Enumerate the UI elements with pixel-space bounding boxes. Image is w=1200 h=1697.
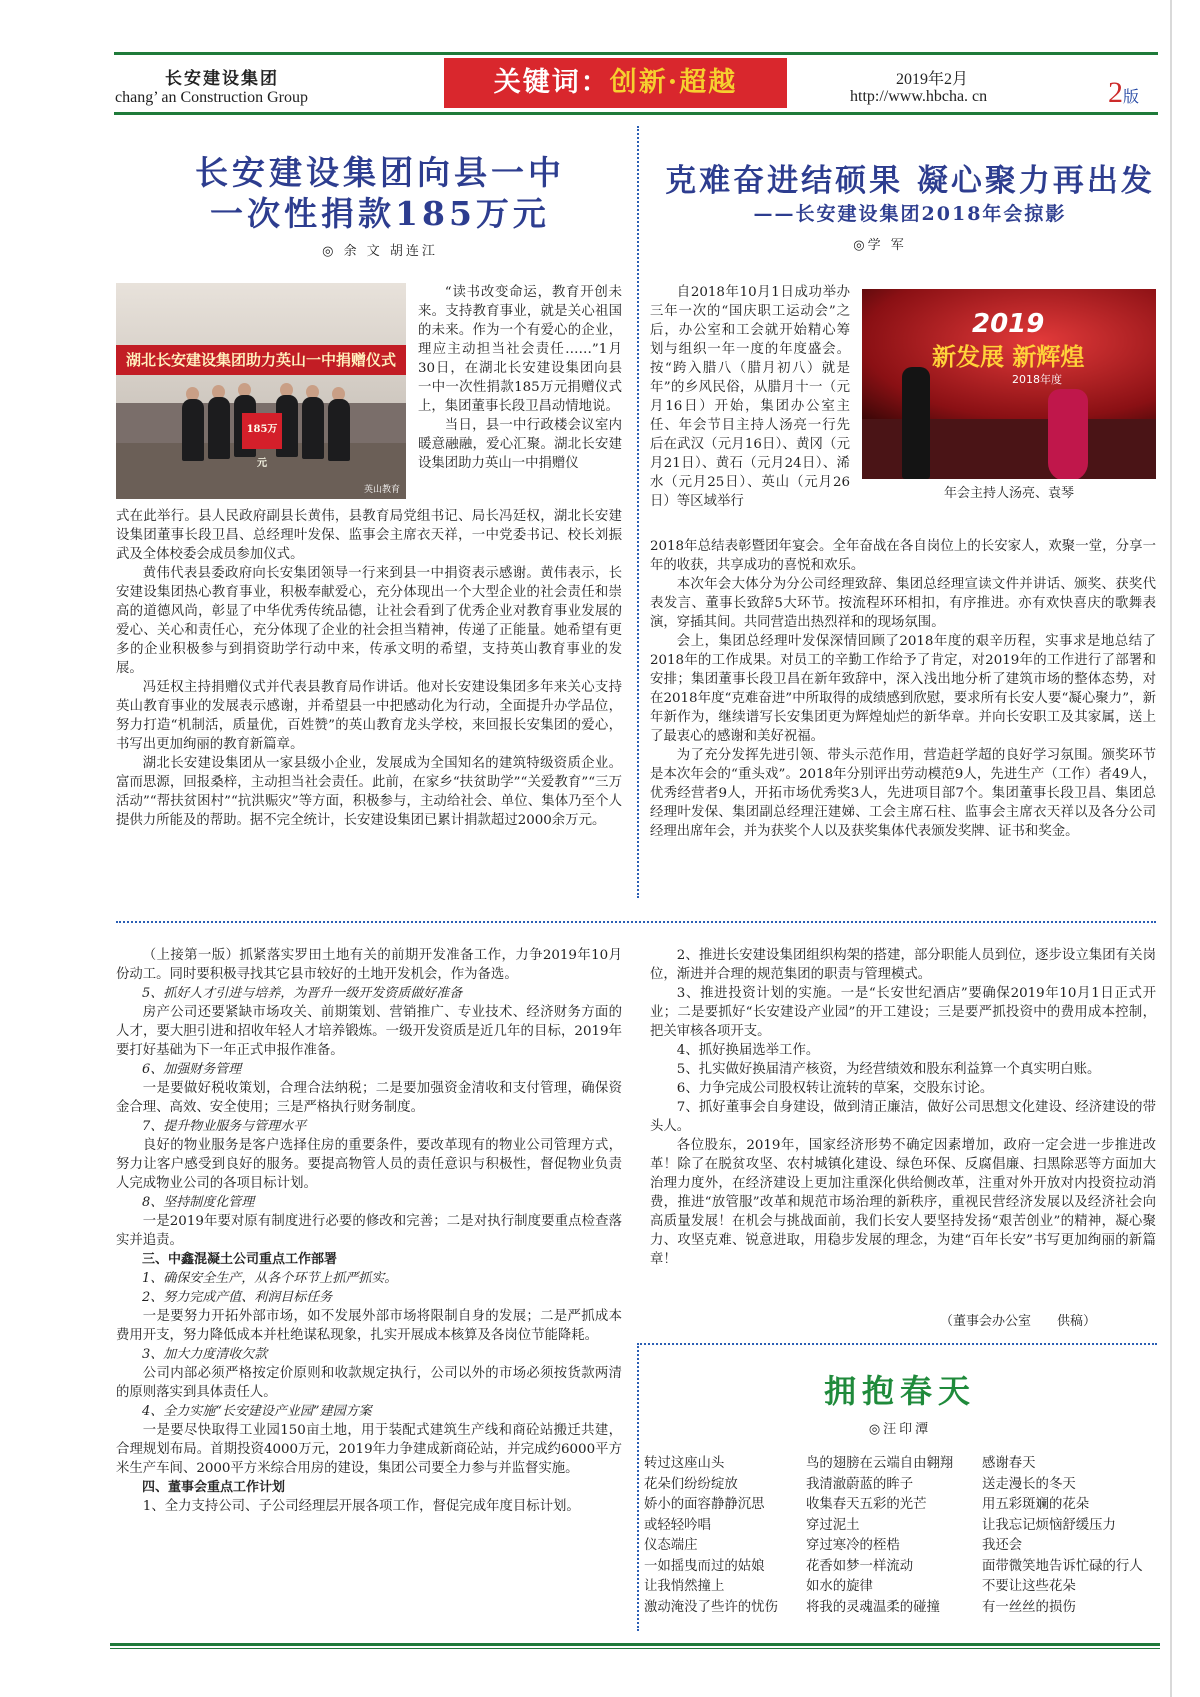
section-heading: 6、加强财务管理: [142, 1062, 242, 1077]
article1-body: [116, 507, 622, 830]
website-link[interactable]: http://www.hbcha. cn: [850, 88, 988, 105]
poem-line: 将我的灵魂温柔的碰撞: [806, 1599, 940, 1615]
poem-line: 或轻轻吟唱: [644, 1517, 711, 1533]
poem-line: 感谢春天: [982, 1456, 1036, 1471]
poem-line: 鸟的翅膀在云端自由翱翔: [806, 1456, 954, 1471]
donation-ceremony-photo: [116, 283, 406, 499]
section-heading: 2、努力完成产值、利润目标任务: [142, 1290, 333, 1305]
poem-line: 我清澈蔚蓝的眸子: [806, 1476, 914, 1492]
poem-line: 送走漫长的冬天: [982, 1476, 1076, 1492]
org-name-cn: 长安建设集团: [165, 69, 279, 89]
header-top-rule: [114, 52, 1158, 55]
screen-subtitle: 2018年度: [1012, 373, 1062, 386]
section-heading: 7、提升物业服务与管理水平: [142, 1119, 307, 1134]
article1-para4: 冯廷权主持捐赠仪式并代表县教育局作讲话。他对长安建设集团多年来关心支持英山教育事业的发展表示感谢，并希望县一中把感动化为行动，全面提升办学品位，努力打造“机制活，质量优，百姓赞”的英山教育龙头学校，来回报长安集团的爱心，书写出更加绚丽的教育新篇章。: [116, 680, 622, 752]
article2-para3: 会上，集团总经理叶发保深情回顾了2018年度的艰辛历程，实事求是地总结了2018年的工作成果。对员工的辛勤工作给予了肯定，对2019年的工作进行了部署和安排；集团董事长段卫昌在新年致辞中，深入浅出地分析了建筑市场的整体态势，对在2018年度“克难奋进”中所取得的成绩感到欣慰，要求所有长安人要“凝心聚力”，新年新作为，继续谱写长安集团更为辉煌灿烂的新华章。并向长安职工及其家属，送上了最衷心的感谢和美好祝福。: [650, 634, 1156, 744]
paragraph: 2、推进长安建设集团组织构架的搭建，部分职能人员到位，逐步设立集团有关岗位，渐进并合理的规范集团的职责与管理模式。: [650, 948, 1156, 982]
photo-watermark: 英山教育: [363, 485, 400, 495]
article2-para4: 为了充分发挥先进引领、带头示范作用，营造赶学超的良好学习氛围。颁奖环节是本次年会的“重头戏”。2018年分别评出劳动模范9人，先进生产（工作）者49人，优秀经营者9人，开拓市场优秀奖3人，先进项目部7个。集团董事长段卫昌、集团总经理叶发保、集团副总经理汪建娣、工会主席石柱、监事会主席衣天祥以及各分公司经理出席年会，并为获奖个人以及获奖集体代表颁发奖牌、证书和奖金。: [650, 748, 1156, 839]
page-unit: 版: [1123, 89, 1140, 106]
screen-slogan: 新发展 新辉煌: [932, 343, 1085, 371]
poem-line: 一如摇曳而过的姑娘: [644, 1558, 765, 1574]
page-number-value: 2: [1108, 76, 1123, 109]
paragraph: 一是要做好税收策划，合理合法纳税；二是要加强资金清收和支付管理，确保资金合理、高效、安全使用；三是严格执行财务制度。: [116, 1081, 622, 1115]
paragraph: 4、抓好换届选举工作。: [676, 1043, 820, 1058]
keyword-banner: [444, 58, 787, 108]
poem-line: 有一丝丝的损伤: [982, 1599, 1076, 1615]
article1-para3: 黄伟代表县委政府向长安集团领导一行来到县一中捐资表示感谢。黄伟表示，长安建设集团热心教育事业，积极奉献爱心，充分体现出一个大型企业的社会责任和崇高的道德风尚，彰显了中华优秀传统品德，让社会看到了优秀企业对教育事业发展的爱心、关心和责任心，充分体现了企业的社会担当精神，传递了正能量。她希望有更多的企业积极参与到捐资助学行动中来，传承文明的希望，支持英山教育事业的发展。: [116, 566, 622, 676]
poem-line: 穿过泥土: [806, 1517, 860, 1533]
org-name-en: chang’ an Construction Group: [115, 89, 308, 106]
host-female-figure: [1048, 389, 1088, 481]
poem-column-1: [644, 1454, 778, 1618]
paragraph: 3、推进投资计划的实施。一是“长安世纪酒店”要确保2019年10月1日正式开业；二是要抓好“长安建设产业园”的开工建设；三是要严抓投资中的费用成本控制，把关审核各项开支。: [650, 986, 1156, 1039]
footer-rule-thin: [110, 1648, 1160, 1649]
poem-line: 不要让这些花朵: [982, 1579, 1076, 1594]
article1-byline: ◎ 余 文 胡连江: [322, 244, 438, 259]
poem-line: 仪态端庄: [644, 1538, 698, 1553]
poem-line: 花香如梦一样流动: [806, 1558, 914, 1574]
poem-line: 收集春天五彩的光芒: [806, 1497, 927, 1512]
screen-year: 2019: [972, 309, 1045, 339]
section-divider: [116, 921, 1156, 923]
poem-line: 让我忘记烦恼舒缓压力: [982, 1517, 1116, 1533]
paragraph: 一是2019年要对原有制度进行必要的修改和完善；二是对执行制度要重点检查落实并追责。: [116, 1214, 622, 1248]
continued-credit: （董事会办公室 供稿）: [940, 1314, 1097, 1329]
page-number: [1108, 76, 1139, 110]
poem-line: 我还会: [982, 1538, 1023, 1553]
poem-column-2: [806, 1454, 953, 1618]
header-bottom-rule: [114, 112, 1158, 115]
article2-body: [650, 537, 1156, 841]
article2-para2: 本次年会大体分为分公司经理致辞、集团总经理宣读文件并讲话、颁奖、获奖代表发言、董事长致辞5大环节。按流程环环相扣，有序推进。亦有欢快喜庆的歌舞表演，穿插其间。共同营造出热烈祥和的现场氛围。: [650, 577, 1156, 630]
article2-intro: [650, 283, 850, 511]
paragraph: 1、全力支持公司、子公司经理层开展各项工作，督促完成年度目标计划。: [142, 1499, 580, 1514]
paragraph: 6、力争完成公司股权转让流转的草案，交股东讨论。: [676, 1081, 994, 1096]
poem-line: 穿过寒冷的桎梏: [806, 1538, 900, 1553]
paragraph: 7、抓好董事会自身建设，做到清正廉洁，做好公司思想文化建设、经济建设的带头人。: [650, 1100, 1156, 1134]
poem-divider-horizontal: [637, 1343, 1157, 1345]
poem-divider-vertical: [637, 1343, 639, 1631]
footer-rule: [110, 1643, 1160, 1646]
paragraph: 公司内部必须严格按定价原则和收款规定执行，公司以外的市场必须按货款两清的原则落实到具体责任人。: [116, 1366, 622, 1400]
paragraph: 一是要尽快取得工业园150亩土地，用于装配式建筑生产线和商砼站搬迁共建，合理规划布局。首期投资4000万元，2019年力争建成新商砼站，并完成约6000平方米生产车间、2000平方米综合用房的建设，集团公司要全力参与并监督实施。: [116, 1423, 622, 1476]
article1-title-line2: 一次性捐款185万元: [210, 194, 550, 233]
poem-line: 面带微笑地告诉忙碌的行人: [982, 1558, 1143, 1574]
article1-para2b: 式在此举行。县人民政府副县长黄伟，县教育局党组书记、局长冯廷权，湖北长安建设集团董事长段卫昌、总经理叶发保、监事会主席衣天祥，一中党委书记、校长刘振武及全体校委会成员参加仪式。: [116, 509, 622, 562]
article1-para5: 湖北长安建设集团从一家县级小企业，发展成为全国知名的建筑特级资质企业。富而思源，回报桑梓，主动担当社会责任。此前，在家乡“扶贫助学”“关爱教育”“三万活动”“帮扶贫困村”“抗洪赈灾”等方面，积极参与，主动给社会、单位、集体乃至个人提供力所能及的帮助。据不完全统计，长安建设集团已累计捐款超过2000余万元。: [116, 756, 622, 828]
article2-para1b: 2018年总结表彰暨团年宴会。全年奋战在各自岗位上的长安家人，欢聚一堂，分享一年的收获，共享成功的喜悦和欢乐。: [650, 539, 1156, 573]
poem-byline: ◎汪印潭: [868, 1422, 932, 1437]
paragraph: （上接第一版）抓紧落实罗田土地有关的前期开发准备工作，力争2019年10月份动工。同时要积极寻找其它县市较好的土地开发机会，作为备选。: [116, 948, 622, 982]
annual-meeting-photo: [862, 289, 1156, 509]
section-title: 四、董事会重点工作计划: [142, 1480, 286, 1495]
poem-line: 用五彩斑斓的花朵: [982, 1497, 1090, 1512]
poem-column-3: [982, 1454, 1143, 1618]
continued-right-column: [650, 946, 1156, 1269]
section-heading: 4、全力实施“长安建设产业园”建园方案: [142, 1404, 372, 1419]
section-heading: 1、确保安全生产，从各个环节上抓严抓实。: [142, 1271, 398, 1286]
issue-date: 2019年2月: [896, 71, 969, 88]
article1-intro: [418, 283, 622, 473]
paragraph: 5、扎实做好换届清产核资，为经营绩效和股东利益算一个真实明白账。: [676, 1062, 1101, 1077]
poem-line: 转过这座山头: [644, 1456, 725, 1471]
article2-subtitle: ——长安建设集团2018年会掠影: [753, 203, 1067, 225]
keyword-separator: ·: [667, 67, 680, 98]
paragraph: 房产公司还要紧缺市场攻关、前期策划、营销推广、专业技术、经济财务方面的人才，要大胆引进和招收年轻人才培养锻炼。一级开发资质是近几年的目标，2019年要打好基础为下一年正式申报作准备。: [116, 1005, 622, 1058]
paragraph: 一是要努力开拓外部市场，如不发展外部市场将限制自身的发展；二是严抓成本费用开支，努力降低成本并杜绝谋私现象，扎实开展成本核算及各岗位节能降耗。: [116, 1309, 622, 1343]
paragraph: 良好的物业服务是客户选择住房的重要条件，要改革现有的物业公司管理方式，努力让客户感受到良好的服务。要提高物管人员的责任意识与积极性，督促物业负责人完成物业公司的各项目标计划。: [116, 1138, 622, 1191]
photo-banner-text: 湖北长安建设集团助力英山一中捐赠仪式: [116, 345, 406, 375]
section-heading: 8、坚持制度化管理: [142, 1195, 255, 1210]
article1-para2a: 当日，县一中行政楼会议室内暖意融融，爱心汇聚。湖北长安建设集团助力英山一中捐赠仪: [418, 418, 622, 471]
article1-title-line1: 长安建设集团向县一中: [195, 153, 565, 192]
article2-para1a: 自2018年10月1日成功举办三年一次的“国庆职工运动会”之后，办公室和工会就开始精心筹划与组织一年一度的年度盛会。按“跨入腊八（腊月初八）就是年”的乡风民俗，从腊月十一（元月16日）开始，集团办公室主任、年会节目主持人汤亮一行先后在武汉（元月16日）、黄冈（元月21日）、黄石（元月24日）、浠水（元月25日）、英山（元月26日）等区域举行: [650, 285, 850, 509]
photo-caption: 年会主持人汤亮、袁琴: [862, 479, 1156, 509]
section-heading: 5、抓好人才引进与培养，为晋升一级开发资质做好准备: [142, 986, 463, 1001]
host-male-figure: [902, 367, 930, 479]
section-title: 三、中鑫混凝土公司重点工作部署: [142, 1252, 338, 1267]
poem-line: 让我悄然撞上: [644, 1579, 725, 1594]
poem-title: 拥抱春天: [823, 1372, 976, 1410]
keyword-label: 关键词：: [493, 67, 610, 98]
article2-title: 克难奋进结硕果 凝心聚力再出发: [665, 163, 1155, 199]
keyword-innovation: 创新: [609, 67, 668, 98]
article2-byline: ◎学 军: [853, 238, 907, 253]
poem-line: 花朵们纷纷绽放: [644, 1476, 738, 1492]
donation-board: 185万元: [242, 413, 282, 449]
poem-line: 如水的旋律: [806, 1579, 873, 1594]
keyword-surpass: 超越: [679, 67, 738, 98]
poem-line: 娇小的面容静静沉思: [644, 1497, 765, 1512]
poem-line: 激动淹没了些许的忧伤: [644, 1599, 778, 1615]
continued-left-column: [116, 946, 622, 1516]
article1-para1: “读书改变命运，教育开创未来。支持教育事业，就是关心祖国的未来。作为一个有爱心的企业，理应主动担当社会责任……”1月30日，在湖北长安建设集团向县一中一次性捐款185万元捐赠仪式上，集团董事长段卫昌动情地说。: [418, 285, 622, 414]
paragraph: 各位股东，2019年，国家经济形势不确定因素增加，政府一定会进一步推进改革！除了在脱贫攻坚、农村城镇化建设、绿色环保、反腐倡廉、扫黑除恶等方面加大治理力度外，在经济建设上更加注重深化供给侧改革，注重对外开放对内投资拉动消费，推进“放管服”改革和规范市场治理的新秩序，重视民营经济发展以及经济社会向高质量发展！在机会与挑战面前，我们长安人要坚持发扬“艰苦创业”的精神，凝心聚力、攻坚克难、锐意进取，用稳步发展的理念，为建“百年长安”书写更加绚丽的新篇章！: [650, 1138, 1156, 1267]
section-heading: 3、加大力度清收欠款: [142, 1347, 268, 1362]
page-edge: [1170, 0, 1172, 1697]
